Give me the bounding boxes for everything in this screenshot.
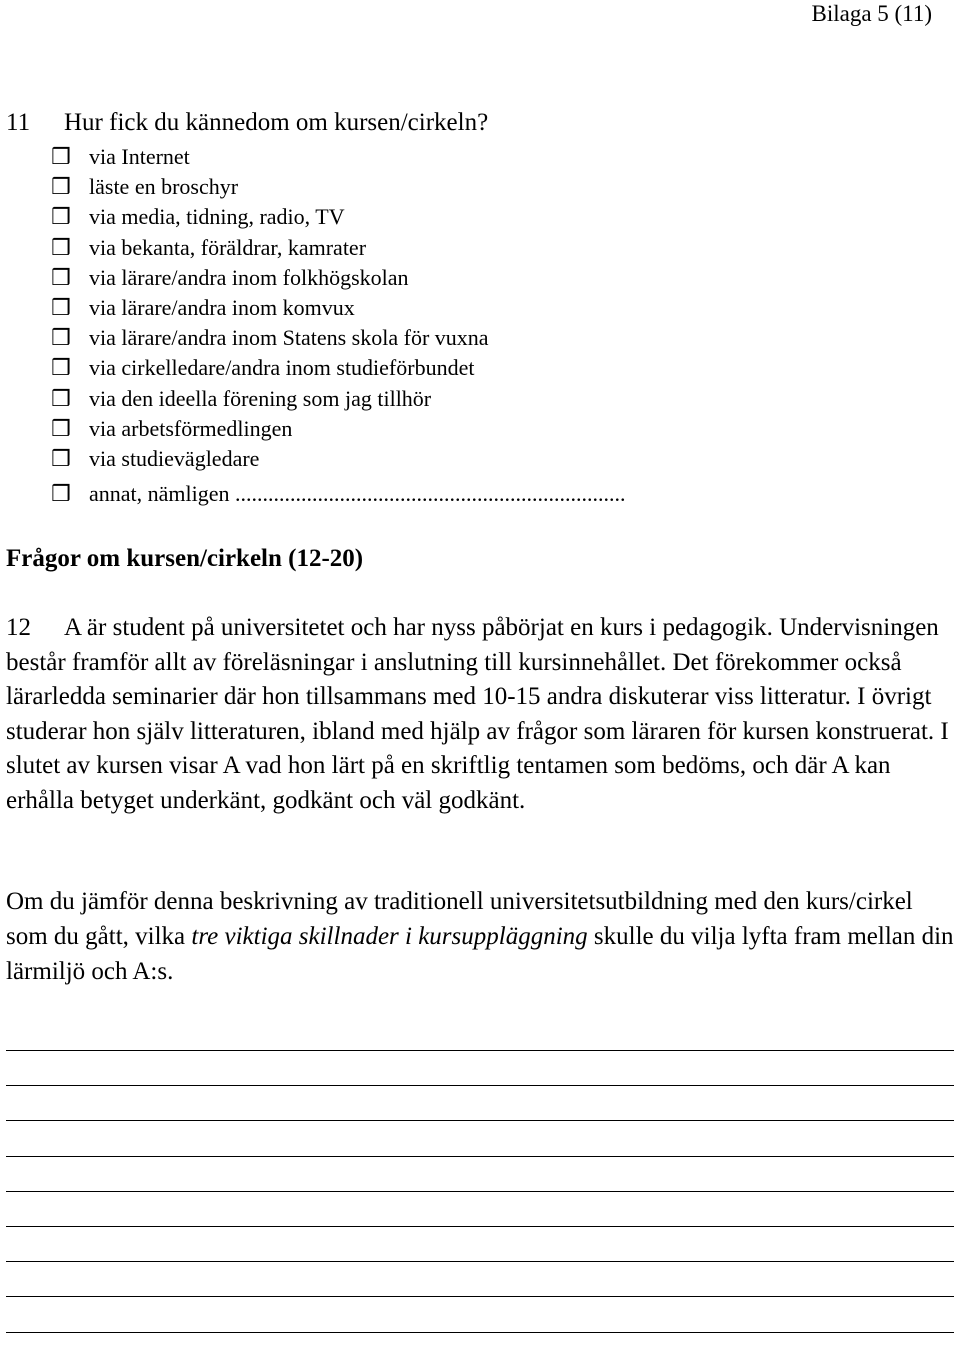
question-number: 12 bbox=[6, 614, 31, 641]
page-header: Bilaga 5 (11) bbox=[811, 1, 932, 26]
answer-line[interactable] bbox=[6, 1156, 954, 1191]
scenario-first-line: A är student på universitetet och har nyss påbörjat en kurs i pedagogik. bbox=[64, 614, 773, 641]
option-bekanta[interactable] bbox=[50, 233, 930, 263]
checkbox-icon[interactable]: ❒ bbox=[51, 144, 71, 170]
question-12-prompt bbox=[6, 884, 956, 989]
option-label: via arbetsförmedlingen bbox=[89, 415, 293, 441]
option-folkhogskolan[interactable] bbox=[50, 263, 930, 293]
checkbox-icon[interactable]: ❒ bbox=[51, 264, 71, 290]
option-studieforbundet[interactable] bbox=[50, 353, 930, 383]
answer-options bbox=[50, 142, 930, 509]
answer-line[interactable] bbox=[6, 1191, 954, 1226]
question-11 bbox=[6, 108, 488, 138]
option-media[interactable] bbox=[50, 202, 930, 232]
option-label: via Internet bbox=[89, 144, 190, 170]
answer-line[interactable] bbox=[6, 1050, 954, 1085]
question-text: Hur fick du kännedom om kursen/cirkeln? bbox=[64, 109, 489, 136]
option-statens-skola[interactable] bbox=[50, 323, 930, 353]
option-label: via bekanta, föräldrar, kamrater bbox=[89, 234, 367, 260]
option-label: annat, nämligen ....................................................................... bbox=[89, 481, 626, 507]
option-ideell-forening[interactable] bbox=[50, 384, 930, 414]
option-komvux[interactable] bbox=[50, 293, 930, 323]
checkbox-icon[interactable]: ❒ bbox=[51, 481, 71, 507]
question-12-scenario bbox=[6, 611, 956, 818]
option-label: via den ideella förening som jag tillhör bbox=[89, 385, 432, 411]
option-label: via cirkelledare/andra inom studieförbundet bbox=[89, 355, 475, 381]
option-broschyr[interactable] bbox=[50, 172, 930, 202]
checkbox-icon[interactable]: ❒ bbox=[51, 204, 71, 230]
answer-line[interactable] bbox=[6, 1332, 954, 1367]
option-arbetsformedlingen[interactable] bbox=[50, 414, 930, 444]
option-label: via studievägledare bbox=[89, 445, 260, 471]
section-heading: Frågor om kursen/cirkeln (12-20) bbox=[6, 545, 364, 572]
scenario-text: Undervisningen består framför allt av föreläsningar i anslutning till kursinnehållet. Det förekommer också lärarledda seminarier där hon tillsammans med 10-15 andra diskuterar viss litteratur. I övrigt studerar hon själv litteraturen, ibland med hjälp av frågor som läraren för kursen konstruerat. I slutet av kursen visar A vad hon lärt på en skriftlig tentamen som bedöms, och där A kan erhålla betyget underkänt, godkänt och väl godkänt. bbox=[6, 614, 949, 814]
question-number: 11 bbox=[6, 109, 31, 136]
option-studievagledare[interactable] bbox=[50, 444, 930, 474]
option-label: läste en broschyr bbox=[89, 174, 239, 200]
checkbox-icon[interactable]: ❒ bbox=[51, 325, 71, 351]
option-label: via lärare/andra inom komvux bbox=[89, 295, 355, 321]
prompt-text-end: skulle du vilja lyfta fram mellan din lärmiljö och A:s. bbox=[6, 923, 954, 985]
answer-line[interactable] bbox=[6, 1296, 954, 1331]
checkbox-icon[interactable]: ❒ bbox=[51, 295, 71, 321]
checkbox-icon[interactable]: ❒ bbox=[51, 415, 71, 441]
checkbox-icon[interactable]: ❒ bbox=[51, 174, 71, 200]
checkbox-icon[interactable]: ❒ bbox=[51, 385, 71, 411]
answer-line[interactable] bbox=[6, 1226, 954, 1261]
answer-line[interactable] bbox=[6, 1261, 954, 1296]
prompt-emphasis: tre viktiga skillnader i kursuppläggning bbox=[191, 923, 588, 950]
option-annat[interactable] bbox=[50, 479, 930, 509]
option-label: via lärare/andra inom folkhögskolan bbox=[89, 264, 409, 290]
checkbox-icon[interactable]: ❒ bbox=[51, 445, 71, 471]
option-label: via lärare/andra inom Statens skola för vuxna bbox=[89, 325, 489, 351]
checkbox-icon[interactable]: ❒ bbox=[51, 355, 71, 381]
answer-line[interactable] bbox=[6, 1120, 954, 1155]
prompt-text: Om du jämför denna beskrivning av traditionell universitetsutbildning med den kurs/cirkel som du gått, vilka bbox=[6, 888, 913, 950]
checkbox-icon[interactable]: ❒ bbox=[51, 234, 71, 260]
option-internet[interactable] bbox=[50, 142, 930, 172]
option-label: via media, tidning, radio, TV bbox=[89, 204, 345, 230]
answer-lines bbox=[6, 1050, 954, 1367]
answer-line[interactable] bbox=[6, 1085, 954, 1120]
